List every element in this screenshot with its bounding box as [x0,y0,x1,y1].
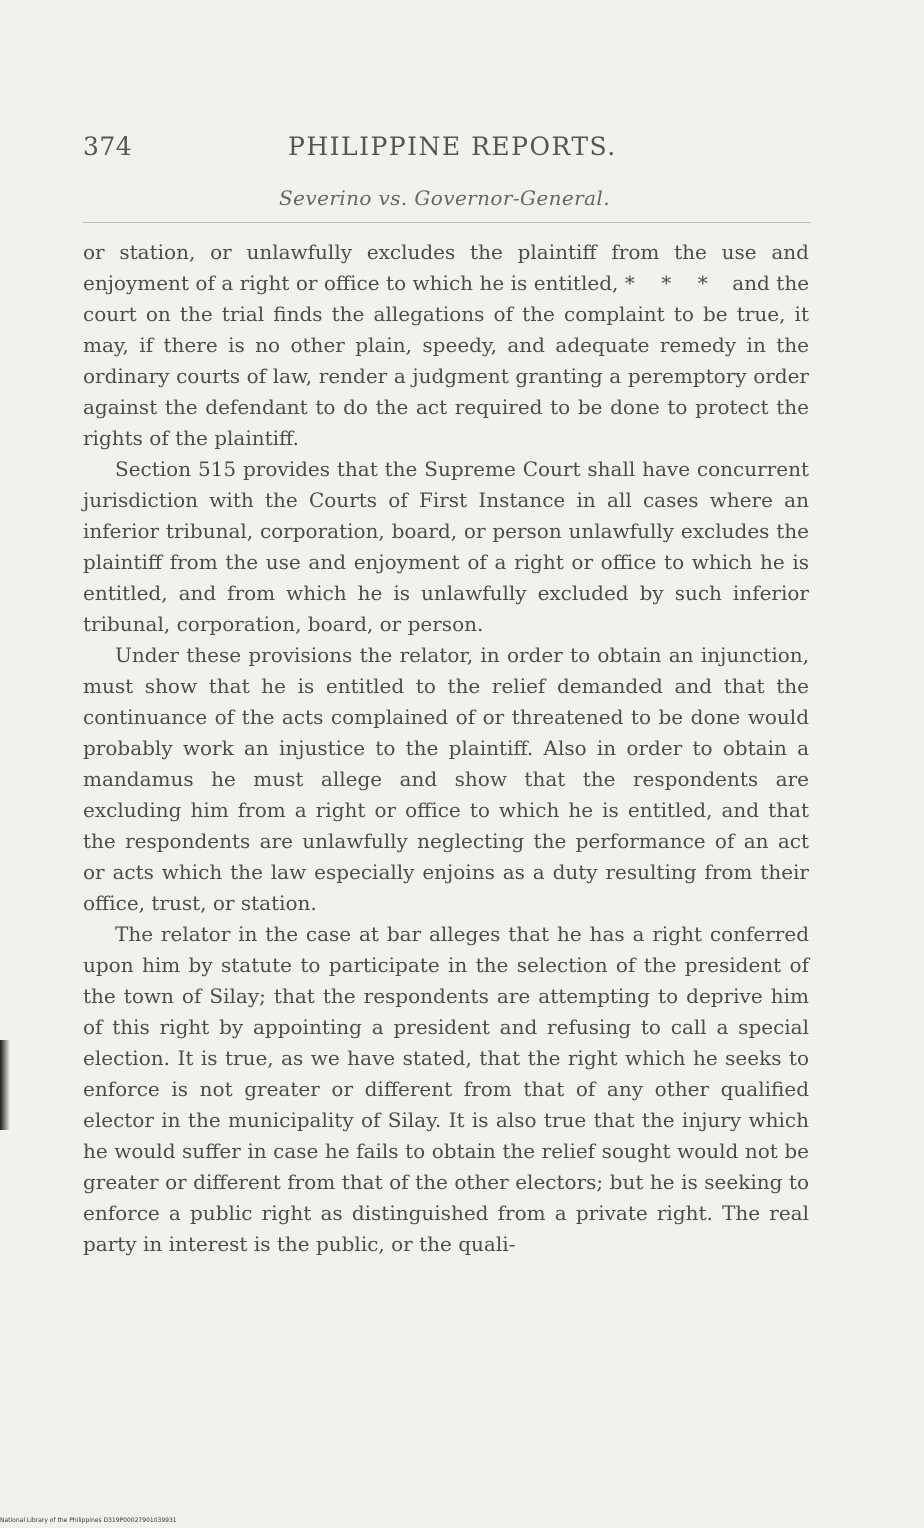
page-edge-shadow [0,1040,10,1130]
paragraph-1-part-2: and the court on the trial finds the allegations of the complaint to be true, it may, if there is no other plain, speedy, and adequate remedy in the ordinary courts of law, render a judgment granting a peremptory order against the defendant to do the act required to be done to protect the rights of the plaintiff. [83,271,810,450]
body-text [83,237,809,1260]
paragraph-1 [83,237,809,454]
paragraph-2: Section 515 provides that the Supreme Court shall have concurrent jurisdiction with the Courts of First Instance in all cases where an inferior tribunal, corporation, board, or person unlawfully excludes the plaintiff from the use and enjoyment of a right or office to which he is entitled, and from which he is unlawfully excluded by such inferior tribunal, corporation, board, or person. [83,457,809,636]
header-rule [83,222,811,223]
page-header [83,132,806,166]
page-number: 374 [83,132,133,161]
case-title: Severino vs. Governor-General. [279,186,610,210]
ellipsis-stars: * * * [624,271,718,295]
footer-credit: National Library of the Philippines D319P00027901039931 [0,1517,177,1524]
paragraph-1-part-1: or station, or unlawfully excludes the plaintiff from the use and enjoyment of a right or office to which he is entitled, [83,240,809,295]
paragraph-4: The relator in the case at bar alleges that he has a right conferred upon him by statute to participate in the selection of the president of the town of Silay; that the respondents are attempting to deprive him of this right by appointing a president and refusing to call a special election. It is true, as we have stated, that the right which he seeks to enforce is not greater or different from that of any other qualified elector in the municipality of Silay. It is also true that the injury which he would suffer in case he fails to obtain the relief sought would not be greater or different from that of the other electors; but he is seeking to enforce a public right as distinguished from a private right. The real party in interest is the public, or the quali- [83,922,809,1256]
paragraph-3: Under these provisions the relator, in order to obtain an injunction, must show that he is entitled to the relief demanded and that the continuance of the acts complained of or threatened to be done would probably work an injustice to the plaintiff. Also in order to obtain a mandamus he must allege and show that the respondents are excluding him from a right or office to which he is entitled, and that the respondents are unlawfully neglecting the performance of an act or acts which the law especially enjoins as a duty resulting from their office, trust, or station. [83,643,809,915]
running-title: PHILIPPINE REPORTS. [288,132,617,161]
